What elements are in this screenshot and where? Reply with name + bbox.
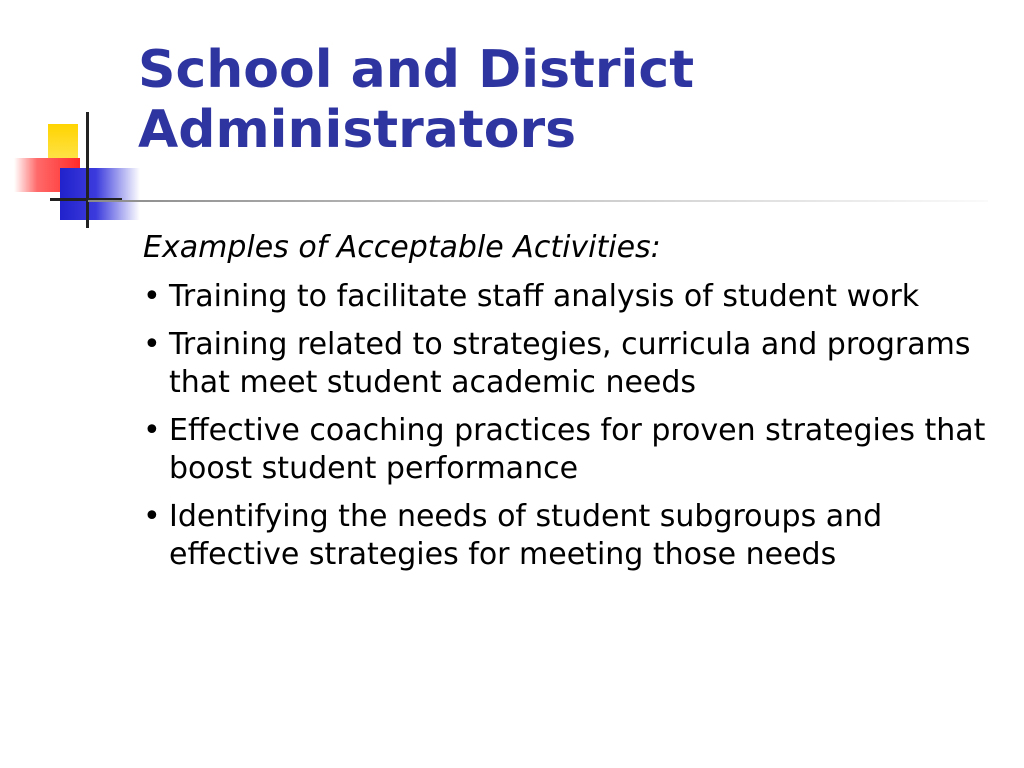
title-underline-rule bbox=[88, 200, 988, 202]
subheading: Examples of Acceptable Activities: bbox=[143, 230, 661, 265]
slide-title-line-1: School and District bbox=[138, 40, 695, 100]
bullet-item bbox=[143, 278, 1003, 316]
bullet-text: Identifying the needs of student subgroups and effective strategies for meeting those needs bbox=[169, 499, 883, 572]
slide-body bbox=[143, 228, 1003, 584]
bullet-text: Effective coaching practices for proven strategies that boost student performance bbox=[169, 413, 986, 486]
slide-title-line-2: Administrators bbox=[138, 100, 577, 160]
bullet-text: Training to facilitate staff analysis of student work bbox=[169, 279, 920, 314]
blue-square-decoration bbox=[60, 168, 140, 220]
bullet-item bbox=[143, 498, 1003, 574]
bullet-list bbox=[143, 278, 1003, 574]
bullet-item bbox=[143, 412, 1003, 488]
yellow-square-decoration bbox=[48, 124, 78, 162]
slide-title bbox=[138, 40, 998, 160]
bullet-icon: • bbox=[143, 413, 161, 448]
vertical-line-decoration bbox=[86, 112, 89, 228]
bullet-item bbox=[143, 326, 1003, 402]
bullet-icon: • bbox=[143, 327, 161, 362]
bullet-icon: • bbox=[143, 279, 161, 314]
bullet-icon: • bbox=[143, 499, 161, 534]
bullet-text: Training related to strategies, curricula and programs that meet student academic needs bbox=[169, 327, 971, 400]
